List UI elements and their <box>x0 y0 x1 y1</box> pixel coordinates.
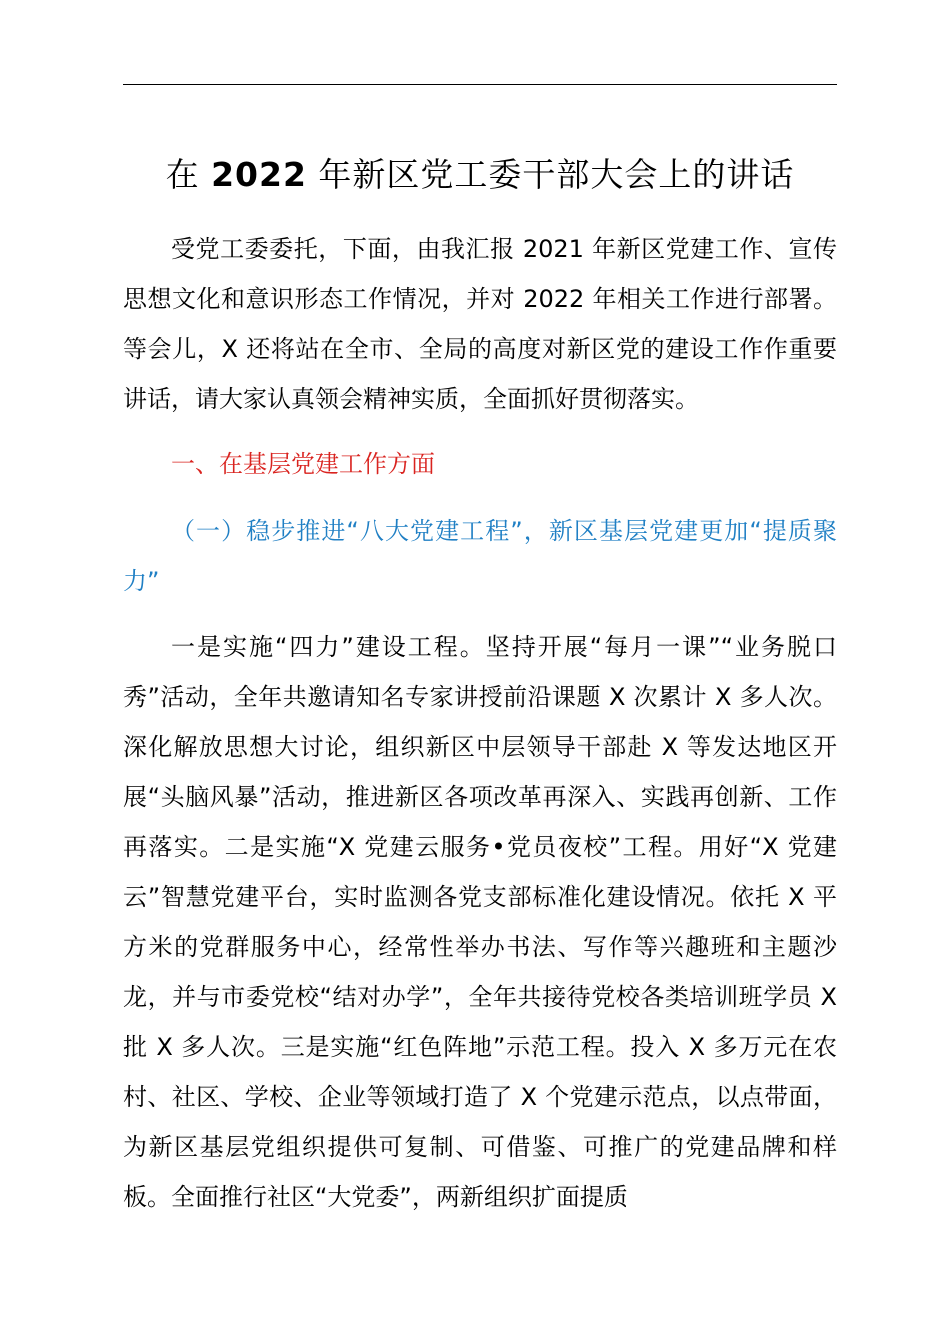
section-heading: 一、在基层党建工作方面 <box>171 450 435 478</box>
title-prefix: 在 <box>165 155 200 194</box>
header-rule <box>123 84 837 85</box>
title-suffix: 年新区党工委干部大会上的讲话 <box>318 155 795 194</box>
subsection-heading: （一）稳步推进“八大党建工程”，新区基层党建更加“提质聚力” <box>123 517 837 595</box>
intro-paragraph: 受党工委委托，下面，由我汇报 2021 年新区党建工作、宣传思想文化和意识形态工作情况，并对 2022 年相关工作进行部署。等会儿，X 还将站在全市、全局的高度对新区党的建设工作作重要讲话，请大家认真领会精神实质，全面抓好贯彻落实。 <box>123 235 837 413</box>
document-title <box>123 150 837 200</box>
title-year: 2022 <box>211 155 307 194</box>
body-paragraph: 一是实施“四力”建设工程。坚持开展“每月一课”“业务脱口秀”活动，全年共邀请知名专家讲授前沿课题 X 次累计 X 多人次。深化解放思想大讨论，组织新区中层领导干部赴 X 等发达地区开展“头脑风暴”活动，推进新区各项改革再深入、实践再创新、工作再落实。二是实施“X 党建云服务•党员夜校”工程。用好“X 党建云”智慧党建平台，实时监测各党支部标准化建设情况。依托 X 平方米的党群服务中心，经常性举办书法、写作等兴趣班和主题沙龙，并与市委党校“结对办学”，全年共接待党校各类培训班学员 X 批 X 多人次。三是实施“红色阵地”示范工程。投入 X 多万元在农村、社区、学校、企业等领域打造了 X 个党建示范点，以点带面，为新区基层党组织提供可复制、可借鉴、可推广的党建品牌和样板。全面推行社区“大党委”，两新组织扩面提质 <box>123 633 837 1211</box>
